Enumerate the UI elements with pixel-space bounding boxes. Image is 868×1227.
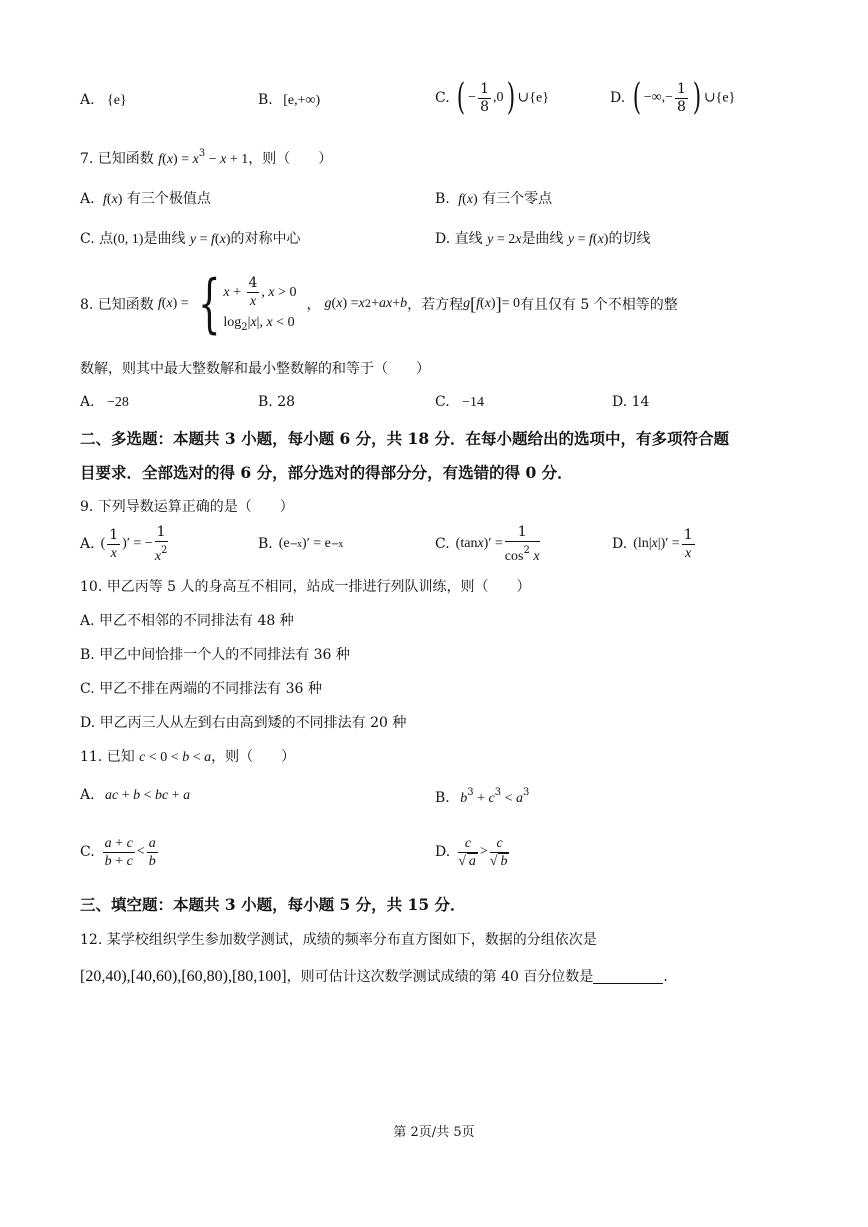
q11-a-label: A.	[80, 787, 95, 803]
section3-heading: 三、填空题：本题共 3 小题，每小题 5 分，共 15 分．	[80, 895, 466, 914]
q9-d-label: D.	[612, 536, 628, 552]
q8-option-d: D. 14	[612, 394, 650, 410]
q6-a-label: A.	[80, 92, 95, 108]
q12-intervals: [20,40),[40,60),[60,80),[80,100]	[80, 968, 287, 985]
page-footer: 第 2页/共 5页	[393, 1125, 475, 1140]
q7-stem-suffix: ，则（ ）	[248, 151, 333, 167]
q10-option-a: A. 甲乙不相邻的不同排法有 48 种	[80, 613, 294, 629]
q6-d-label: D.	[610, 90, 626, 106]
q7-c-label: C. 点	[80, 231, 114, 247]
q6-b-value: [e,+∞)	[283, 93, 321, 108]
q7-option-d: D. 直线 y = 2x是曲线 y = f(x)的切线	[435, 231, 651, 247]
q6-b-label: B.	[258, 92, 273, 108]
q7-d-end: 的切线	[608, 231, 651, 247]
q7-a-text: 有三个极值点	[126, 191, 211, 207]
q7-b-text: 有三个零点	[482, 191, 553, 207]
piecewise-brace: {	[197, 267, 221, 341]
q6-d-den: 8	[676, 98, 686, 115]
q7-d-label: D. 直线	[435, 231, 483, 247]
q6-option-a	[80, 80, 127, 120]
q12-stem-line2	[80, 966, 677, 986]
q7-a-label: A.	[80, 191, 95, 207]
q10-option-d: D. 甲乙丙三人从左到右由高到矮的不同排法有 20 种	[80, 715, 407, 731]
q7-b-label: B.	[435, 191, 450, 207]
q7-option-b: B. f(x) 有三个零点	[435, 191, 553, 207]
piecewise-cases: x + $\frac{4}{x}$ , x > 0 $\log_2|x|$, x < 0	[223, 274, 297, 333]
q9-option-b: B. (e − x )′ = e − x	[258, 536, 344, 552]
q6-option-c: C. ( − $\frac{1}{8}$ ,0) ∪{e}	[435, 77, 549, 118]
q11-stem: 11. 已知 c < 0 < b < a，则（ ）	[80, 749, 296, 765]
q9-stem: 9. 下列导数运算正确的是（ ）	[80, 499, 294, 515]
answer-blank	[593, 969, 663, 984]
q9-option-d: D. (ln| x |)′ = $\frac{1}{x}$	[612, 526, 693, 561]
q7-function-def: f	[158, 152, 163, 167]
q8-option-c	[435, 394, 484, 411]
q8-stem: 8. 已知函数 f ( x ) = { x + $\frac{4}{x}$ , x > 0 $\log_2|x|$, x < 0 ， g ( x ) = x 2 + ax + b ，若方程 g [ f ( x ) ] = 0 有且仅有 5 个不相等的整	[80, 267, 678, 341]
section2-heading-line2: 目要求．全部选对的得 6 分，部分选对的得部分分，有选错的得 0 分．	[80, 463, 573, 482]
q8-c-value: −14	[462, 395, 485, 410]
q11-stem-prefix: 11. 已知	[80, 749, 135, 765]
q8-stem-prefix: 8. 已知函数	[80, 297, 154, 313]
section2-heading-line1: 二、多选题：本题共 3 小题，每小题 6 分，共 18 分．在每小题给出的选项中，有多项符合题	[80, 429, 730, 448]
q9-a-label: A.	[80, 536, 95, 552]
q10-option-c: C. 甲乙不排在两端的不同排法有 36 种	[80, 681, 322, 697]
q8-option-a	[80, 394, 129, 411]
q7-option-c: C. 点(0, 1)是曲线 y = f(x)的对称中心	[80, 231, 301, 247]
q11-d-label: D.	[435, 844, 451, 860]
q6-a-value: {e}	[107, 93, 127, 108]
q9-option-c: C. (tan x )′ = $\frac{1}{\cos^2 x}$	[435, 523, 540, 564]
q11-stem-suffix: ，则（ ）	[211, 749, 296, 765]
q8-a-label: A.	[80, 394, 95, 410]
q8-comma: ，	[306, 297, 321, 313]
q11-b-label: B.	[435, 790, 450, 806]
q7-d-mid: 是曲线	[521, 231, 564, 247]
q12-stem-line1: 12. 某学校组织学生参加数学测试，成绩的频率分布直方图如下，数据的分组依次是	[80, 932, 597, 948]
q9-option-a: A. ( $\frac{1}{x}$ )′ = − $\frac{1}{x^2}$	[80, 523, 168, 564]
q6-option-d: D. ( −∞,− $\frac{1}{8}$ ) ∪{e}	[610, 77, 736, 118]
q8-text3: 有且仅有 5 个不相等的整	[519, 297, 678, 313]
q10-stem: 10. 甲乙丙等 5 人的身高互不相同，站成一排进行列队训练，则（ ）	[80, 579, 531, 595]
q7-stem: 7. 已知函数 $f(x) = x^3 - x + 1$，则（ ）	[80, 148, 333, 167]
q11-c-label: C.	[80, 844, 95, 860]
q6-c-num: 1	[480, 80, 489, 97]
q9-b-label: B.	[258, 536, 273, 552]
q8-stem-line2: 数解，则其中最大整数解和最小整数解的和等于（ ）	[80, 361, 430, 377]
q7-c-end: 的对称中心	[230, 231, 301, 247]
q11-option-c: C. $\frac{a + c}{b + c}$ < $\frac{a}{b}$	[80, 835, 156, 869]
q6-d-num: 1	[676, 80, 686, 97]
q6-option-b	[258, 80, 320, 120]
q10-option-b: B. 甲乙中间恰排一个人的不同排法有 36 种	[80, 647, 350, 663]
q8-a-value: −28	[107, 395, 129, 410]
q8-c-label: C.	[435, 394, 450, 410]
q8-text2: ，若方程	[407, 297, 464, 313]
q12-end: ．	[663, 969, 678, 985]
q7-stem-prefix: 7. 已知函数	[80, 151, 154, 167]
q8-option-b: B. 28	[258, 394, 296, 410]
q7-option-a: A. f(x) 有三个极值点	[80, 191, 211, 207]
q12-line2-text: ，则可估计这次数学测试成绩的第 40 百分位数是	[286, 969, 594, 985]
q11-option-d: D. $\frac{c}{√ a}$ > $\frac{c}{√ b}$	[435, 835, 508, 869]
q11-option-b: B. $b^3 + c^3 < a^3$	[435, 787, 530, 806]
q9-c-label: C.	[435, 536, 450, 552]
q6-c-den: 8	[480, 98, 489, 115]
q7-c-mid: 是曲线	[143, 231, 186, 247]
q11-option-a: A. ac + b < bc + a	[80, 787, 191, 803]
q6-c-label: C.	[435, 90, 450, 106]
